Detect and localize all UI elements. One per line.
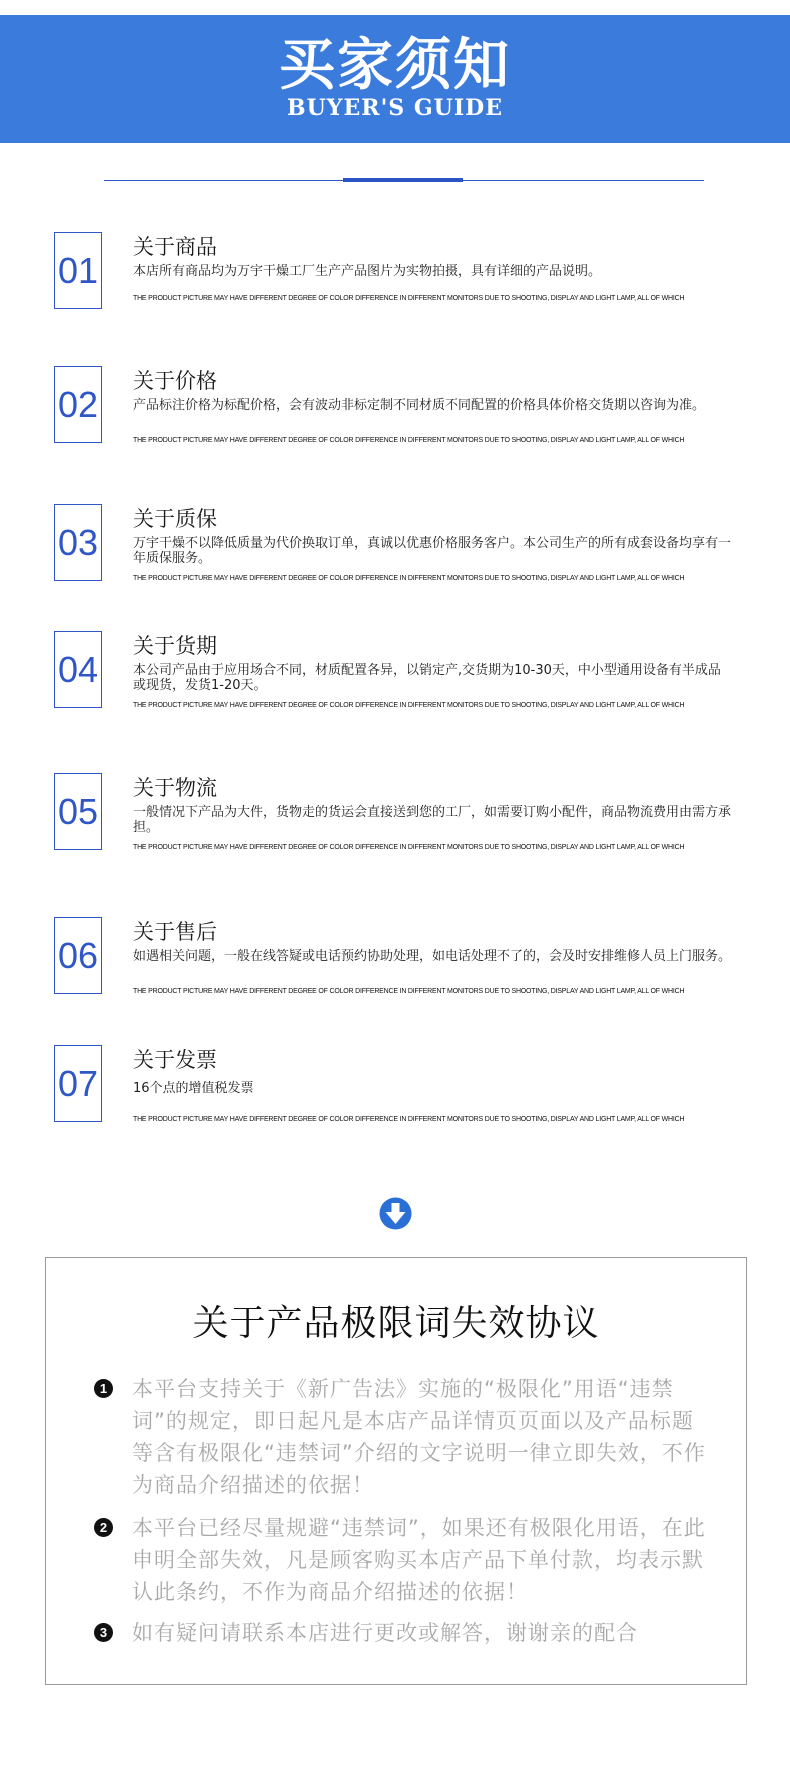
item-title: 关于质保 xyxy=(133,507,217,531)
item-english-note: THE PRODUCT PICTURE MAY HAVE DIFFERENT DEGREE OF COLOR DIFFERENCE IN DIFFERENT MONITORS DUE TO SHOOTING, DISPLAY AND LIGHT LAMP, ALL OF WHICH xyxy=(133,295,685,302)
item-english-note: THE PRODUCT PICTURE MAY HAVE DIFFERENT DEGREE OF COLOR DIFFERENCE IN DIFFERENT MONITORS DUE TO SHOOTING, DISPLAY AND LIGHT LAMP, ALL OF WHICH xyxy=(133,575,685,582)
item-number: 07 xyxy=(54,1045,102,1122)
header-banner xyxy=(0,15,790,143)
item-description: 产品标注价格为标配价格，会有波动非标定制不同材质不同配置的价格具体价格交货期以咨询为准。 xyxy=(133,398,706,413)
notice-title: 关于产品极限词失效协议 xyxy=(192,1303,600,1344)
item-title: 关于售后 xyxy=(133,920,217,944)
guide-item-warranty xyxy=(54,504,734,584)
bullet-number-icon: 1 xyxy=(94,1379,113,1398)
guide-item-price xyxy=(54,366,734,446)
bullet-number-icon: 3 xyxy=(94,1623,113,1642)
guide-item-delivery xyxy=(54,631,734,711)
item-number: 05 xyxy=(54,773,102,850)
item-number: 04 xyxy=(54,631,102,708)
item-number: 06 xyxy=(54,917,102,994)
item-number: 02 xyxy=(54,366,102,443)
item-description: 一般情况下产品为大件，货物走的货运会直接送到您的工厂，如需要订购小配件，商品物流费用由需方承担。 xyxy=(133,805,732,835)
guide-item-invoice xyxy=(54,1045,734,1125)
item-number: 03 xyxy=(54,504,102,581)
item-description: 本店所有商品均为万宇干燥工厂生产产品图片为实物拍摄，具有详细的产品说明。 xyxy=(133,264,602,279)
item-number: 01 xyxy=(54,232,102,309)
item-description: 万宇干燥不以降低质量为代价换取订单，真诚以优惠价格服务客户。本公司生产的所有成套设备均享有一年质保服务。 xyxy=(133,536,732,566)
page-title: 买家须知 xyxy=(279,32,511,98)
limit-words-notice xyxy=(45,1257,747,1685)
page-subtitle: BUYER'S GUIDE xyxy=(287,95,503,121)
item-english-note: THE PRODUCT PICTURE MAY HAVE DIFFERENT DEGREE OF COLOR DIFFERENCE IN DIFFERENT MONITORS DUE TO SHOOTING, DISPLAY AND LIGHT LAMP, ALL OF WHICH xyxy=(133,437,685,444)
bullet-number-icon: 2 xyxy=(94,1518,113,1537)
item-english-note: THE PRODUCT PICTURE MAY HAVE DIFFERENT DEGREE OF COLOR DIFFERENCE IN DIFFERENT MONITORS DUE TO SHOOTING, DISPLAY AND LIGHT LAMP, ALL OF WHICH xyxy=(133,988,685,995)
bullet-text: 本平台支持关于《新广告法》实施的“极限化”用语“违禁词”的规定，即日起凡是本店产品详情页页面以及产品标题等含有极限化“违禁词”介绍的文字说明一律立即失效，不作为商品介绍描述的依据！ xyxy=(132,1377,706,1497)
item-title: 关于物流 xyxy=(133,776,217,800)
divider-accent xyxy=(343,178,463,182)
guide-item-product xyxy=(54,232,734,312)
guide-item-after-sales xyxy=(54,917,734,997)
item-description: 本公司产品由于应用场合不同，材质配置各异，以销定产,交货期为10-30天，中小型通用设备有半成品或现货，发货1-20天。 xyxy=(133,663,721,693)
item-english-note: THE PRODUCT PICTURE MAY HAVE DIFFERENT DEGREE OF COLOR DIFFERENCE IN DIFFERENT MONITORS DUE TO SHOOTING, DISPLAY AND LIGHT LAMP, ALL OF WHICH xyxy=(133,702,685,709)
item-description: 如遇相关问题，一般在线答疑或电话预约协助处理，如电话处理不了的，会及时安排维修人员上门服务。 xyxy=(133,949,732,964)
item-title: 关于货期 xyxy=(133,634,217,658)
item-title: 关于发票 xyxy=(133,1048,217,1072)
bullet-text: 如有疑问请联系本店进行更改或解答，谢谢亲的配合 xyxy=(132,1621,638,1645)
arrow-down-circle-icon xyxy=(379,1197,412,1230)
guide-item-logistics xyxy=(54,773,734,853)
item-english-note: THE PRODUCT PICTURE MAY HAVE DIFFERENT DEGREE OF COLOR DIFFERENCE IN DIFFERENT MONITORS DUE TO SHOOTING, DISPLAY AND LIGHT LAMP, ALL OF WHICH xyxy=(133,844,685,851)
item-description: 16个点的增值税发票 xyxy=(133,1081,254,1096)
item-english-note: THE PRODUCT PICTURE MAY HAVE DIFFERENT DEGREE OF COLOR DIFFERENCE IN DIFFERENT MONITORS DUE TO SHOOTING, DISPLAY AND LIGHT LAMP, ALL OF WHICH xyxy=(133,1116,685,1123)
item-title: 关于商品 xyxy=(133,235,217,259)
item-title: 关于价格 xyxy=(133,369,217,393)
bullet-text: 本平台已经尽量规避“违禁词”，如果还有极限化用语，在此申明全部失效，凡是顾客购买本店产品下单付款，均表示默认此条约，不作为商品介绍描述的依据！ xyxy=(132,1516,706,1604)
